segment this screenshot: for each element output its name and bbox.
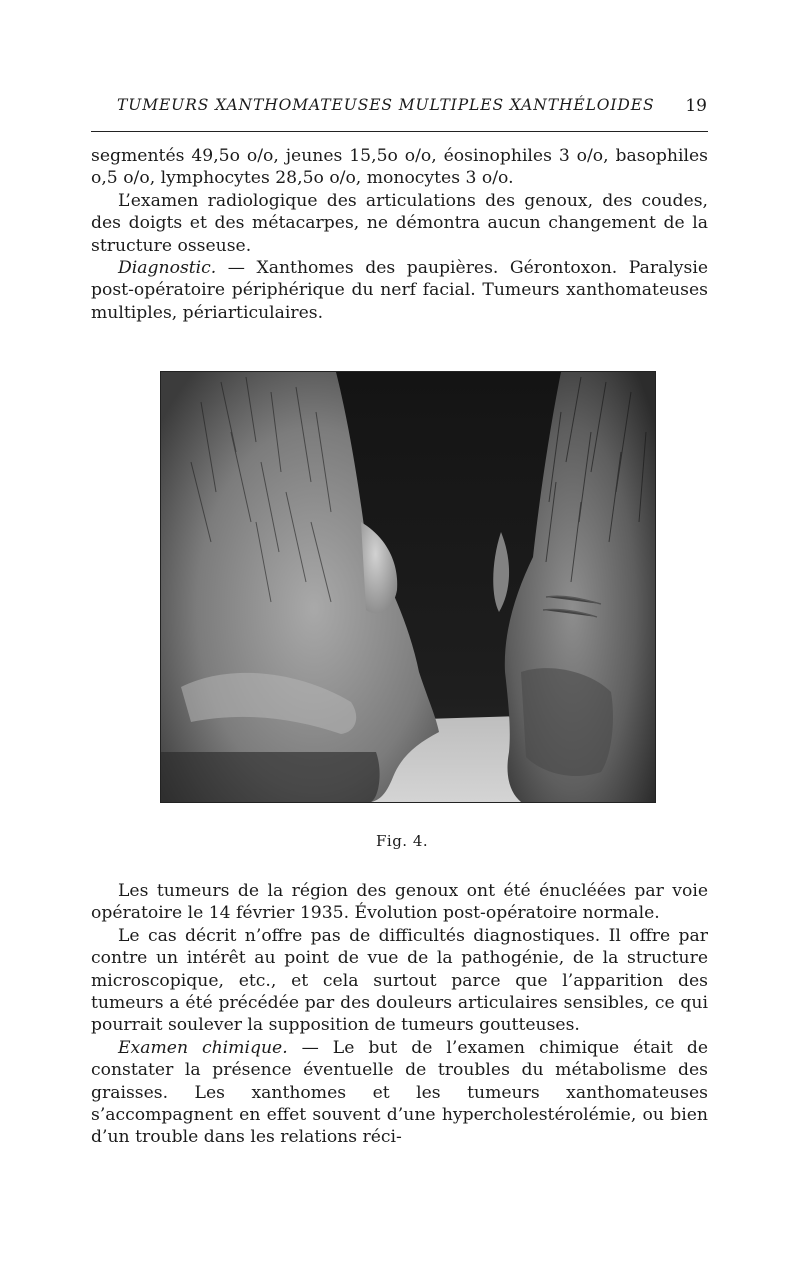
running-title: TUMEURS XANTHOMATEUSES MULTIPLES XANTHÉLOIDES — [117, 96, 655, 114]
paragraph-blood-count — [91, 145, 708, 190]
figure-caption: Fig. 4. — [376, 832, 429, 850]
paragraph-diagnostic — [91, 257, 708, 324]
body-text-bottom — [91, 880, 708, 1149]
header-rule — [91, 131, 708, 132]
section-lead-chemical-exam: Examen chimique. — [118, 1037, 288, 1058]
body-text-top — [91, 145, 708, 324]
page-number: 19 — [685, 96, 707, 116]
paragraph-text: segmentés 49,5o o/o, jeunes 15,5o o/o, éosinophiles 3 o/o, basophiles o,5 o/o, lymphocytes 28,5o o/o, monocytes 3 o/o. — [91, 146, 708, 189]
paragraph-radiology — [91, 190, 708, 257]
paragraph-text: Les tumeurs de la région des genoux ont été énucléées par voie opératoire le 14 février 1935. Évolution post-opératoire normale. — [91, 881, 708, 924]
figure-photograph — [160, 371, 656, 803]
paragraph-chemical-exam — [91, 1037, 708, 1149]
paragraph-discussion — [91, 925, 708, 1037]
paragraph-text: — Le but de l’examen chimique était de constater la présence éventuelle de troubles du métabolisme des graisses. Les xanthomes et les tumeurs xanthomateuses s’accompagnent en effet souvent d’une hypercholestérolémie, ou bien d’un trouble dans les relations réci- — [91, 1037, 708, 1148]
paragraph-text: L’examen radiologique des articulations des genoux, des coudes, des doigts et des métacarpes, ne démontra aucun changement de la structure osseuse. — [91, 190, 708, 256]
section-lead-diagnostic: Diagnostic. — [118, 258, 217, 279]
paragraph-text: Le cas décrit n’offre pas de difficultés diagnostiques. Il offre par contre un intérêt au point de vue de la pathogénie, de la structure microscopique, etc., et cela surtout parce que l’apparition des tumeurs a été précédée par des douleurs articulaires sensibles, ce qui pourrait soulever la supposition de tumeurs goutteuses. — [91, 925, 708, 1036]
paragraph-operation — [91, 880, 708, 925]
paragraph-text: — Xanthomes des paupières. Gérontoxon. Paralysie post-opératoire périphérique du nerf facial. Tumeurs xanthomateuses multiples, périarticulaires. — [91, 258, 708, 323]
photograph-two-legs — [161, 372, 655, 802]
page-header — [91, 94, 711, 124]
